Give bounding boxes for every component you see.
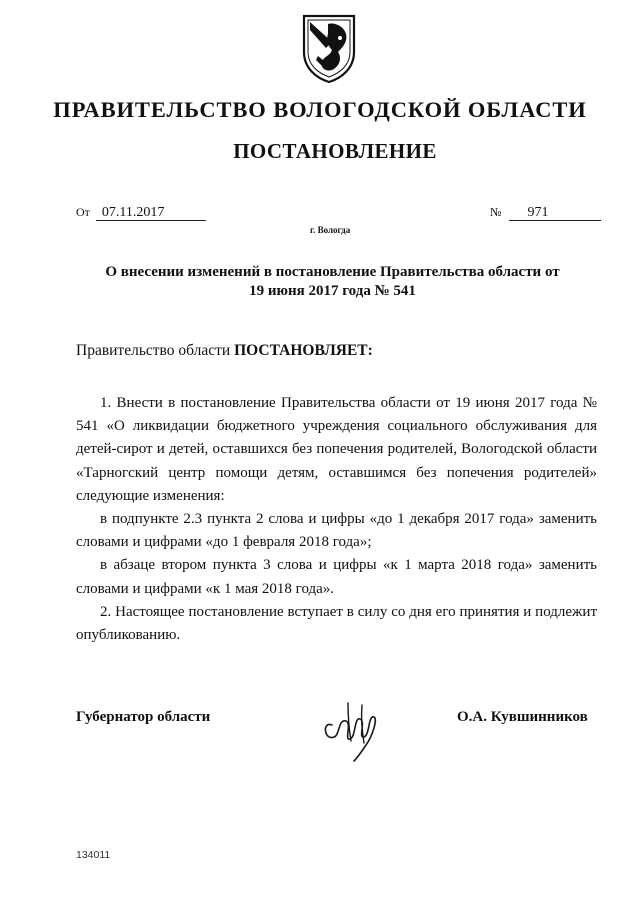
decree-verb: ПОСТАНОВЛЯЕТ: [234,342,373,359]
subject-line-1: О внесении изменений в постановление Правительства области от [105,264,560,280]
number-field [490,204,601,221]
number-value: 971 [509,206,601,221]
date-value: 07.11.2017 [96,206,206,221]
government-title: ПРАВИТЕЛЬСТВО ВОЛОГОДСКОЙ ОБЛАСТИ [53,97,587,122]
number-label: № [490,205,502,219]
signer-name: О.А. Кувшинников [457,709,588,725]
body-paragraph: в подпункте 2.3 пункта 2 слова и цифры «до 1 декабря 2017 года» заменить словами и цифрами «до 1 февраля 2018 года»; [76,511,597,551]
handwritten-signature [318,701,388,763]
document-subject [80,263,585,301]
body-paragraph: 1. Внести в постановление Правительства области от 19 июня 2017 года № 541 «О ликвидации бюджетного учреждения социального обслуживания для детей-сирот и детей, оставшихся без попечения родителей, Вологодской области «Тарногский центр помощи детям, оставшимся без попечения родителей» следующие изменения: [76,395,597,504]
date-label: От [76,205,90,219]
date-field [76,204,206,221]
decree-prefix: Правительство области [76,342,235,359]
body-paragraph: 2. Настоящее постановление вступает в силу со дня его принятия и подлежит опубликованию. [76,603,597,644]
document-kind-title: ПОСТАНОВЛЕНИЕ [233,139,437,163]
decree-statement [76,342,373,360]
body-paragraph: в абзаце втором пункта 3 слова и цифры «к 1 марта 2018 года» заменить словами и цифрами «к 1 мая 2018 года». [76,557,597,597]
coat-of-arms-emblem [298,12,360,84]
subject-line-2: 19 июня 2017 года № 541 [249,283,416,299]
document-code: 134011 [76,849,111,861]
city-label: г. Вологда [310,225,351,235]
document-body [76,392,597,647]
signer-position: Губернатор области [76,709,211,725]
